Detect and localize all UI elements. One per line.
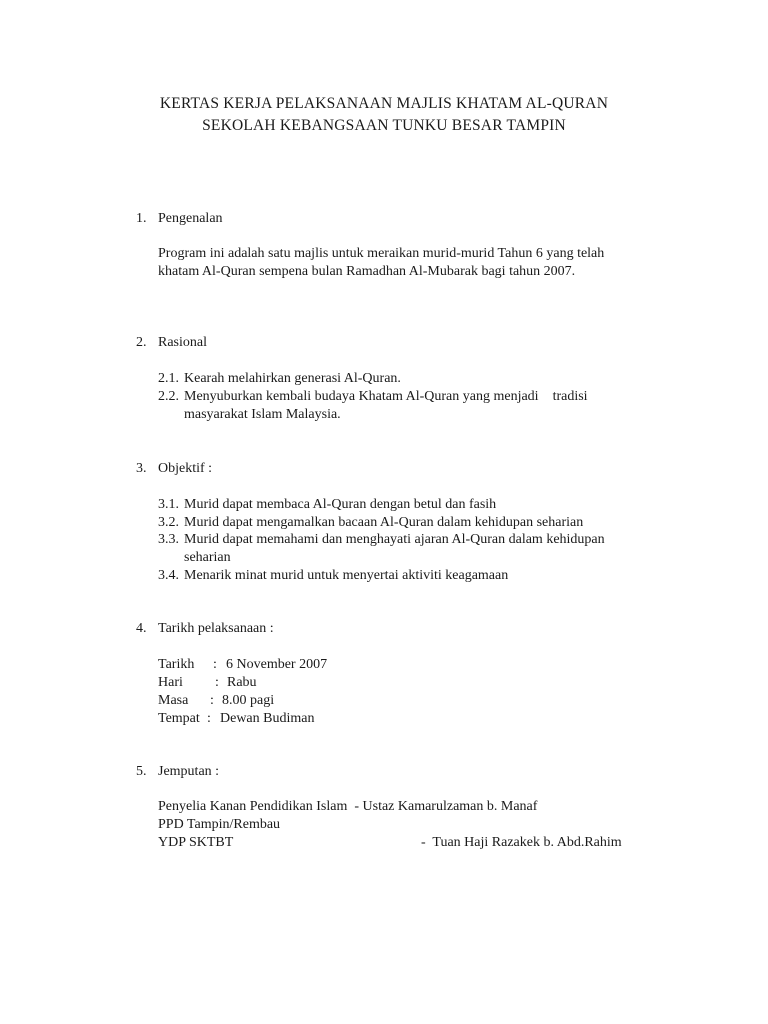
detail-separator: :	[210, 693, 214, 708]
detail-value-tarikh: 6 November 2007	[226, 657, 328, 672]
section-1-heading: Pengenalan	[158, 211, 223, 226]
detail-label-masa: Masa	[158, 693, 189, 708]
invitee-role: YDP SKTBT	[158, 835, 234, 850]
list-item-number: 3.3.	[158, 532, 179, 547]
section-1-number: 1.	[136, 211, 147, 226]
section-5-number: 5.	[136, 764, 147, 779]
list-item-number: 2.2.	[158, 389, 179, 404]
detail-value-hari: Rabu	[227, 675, 257, 690]
detail-label-tempat: Tempat	[158, 711, 200, 726]
detail-separator: :	[207, 711, 211, 726]
invitee-name: - Tuan Haji Razakek b. Abd.Rahim	[421, 835, 622, 850]
document-title-line1: KERTAS KERJA PELAKSANAAN MAJLIS KHATAM AL-QURAN	[159, 95, 609, 112]
detail-value-masa: 8.00 pagi	[222, 693, 275, 708]
list-item-text-continued: masyarakat Islam Malaysia.	[184, 407, 341, 422]
section-2-number: 2.	[136, 335, 147, 350]
invitee-line: Penyelia Kanan Pendidikan Islam - Ustaz Kamarulzaman b. Manaf	[158, 799, 538, 814]
section-2-heading: Rasional	[158, 335, 207, 350]
list-item-text: Menyuburkan kembali budaya Khatam Al-Quran yang menjadi tradisi	[184, 389, 588, 404]
list-item-text: Kearah melahirkan generasi Al-Quran.	[184, 371, 401, 386]
list-item-number: 3.2.	[158, 515, 179, 530]
detail-separator: :	[215, 675, 219, 690]
list-item-text: Murid dapat memahami dan menghayati ajaran Al-Quran dalam kehidupan	[184, 532, 605, 547]
section-4-heading: Tarikh pelaksanaan :	[158, 621, 274, 636]
section-4-number: 4.	[136, 621, 147, 636]
list-item-text-continued: seharian	[184, 550, 231, 565]
section-3-number: 3.	[136, 461, 147, 476]
document-title-line2: SEKOLAH KEBANGSAAN TUNKU BESAR TAMPIN	[202, 117, 566, 134]
section-5-heading: Jemputan :	[158, 764, 220, 779]
list-item-text: Murid dapat membaca Al-Quran dengan betul dan fasih	[184, 497, 497, 512]
detail-value-tempat: Dewan Budiman	[220, 711, 315, 726]
detail-label-tarikh: Tarikh	[158, 657, 195, 672]
detail-label-hari: Hari	[158, 675, 183, 690]
list-item-number: 2.1.	[158, 371, 179, 386]
detail-separator: :	[213, 657, 217, 672]
list-item-text: Murid dapat mengamalkan bacaan Al-Quran dalam kehidupan seharian	[184, 515, 584, 530]
invitee-line: PPD Tampin/Rembau	[158, 817, 281, 832]
list-item-text: Menarik minat murid untuk menyertai aktiviti keagamaan	[184, 568, 509, 583]
section-1-paragraph-line2: khatam Al-Quran sempena bulan Ramadhan Al-Mubarak bagi tahun 2007.	[158, 264, 576, 279]
list-item-number: 3.4.	[158, 568, 179, 583]
section-1-paragraph-line1: Program ini adalah satu majlis untuk meraikan murid-murid Tahun 6 yang telah	[158, 246, 605, 261]
list-item-number: 3.1.	[158, 497, 179, 512]
section-3-heading: Objektif :	[158, 461, 213, 476]
